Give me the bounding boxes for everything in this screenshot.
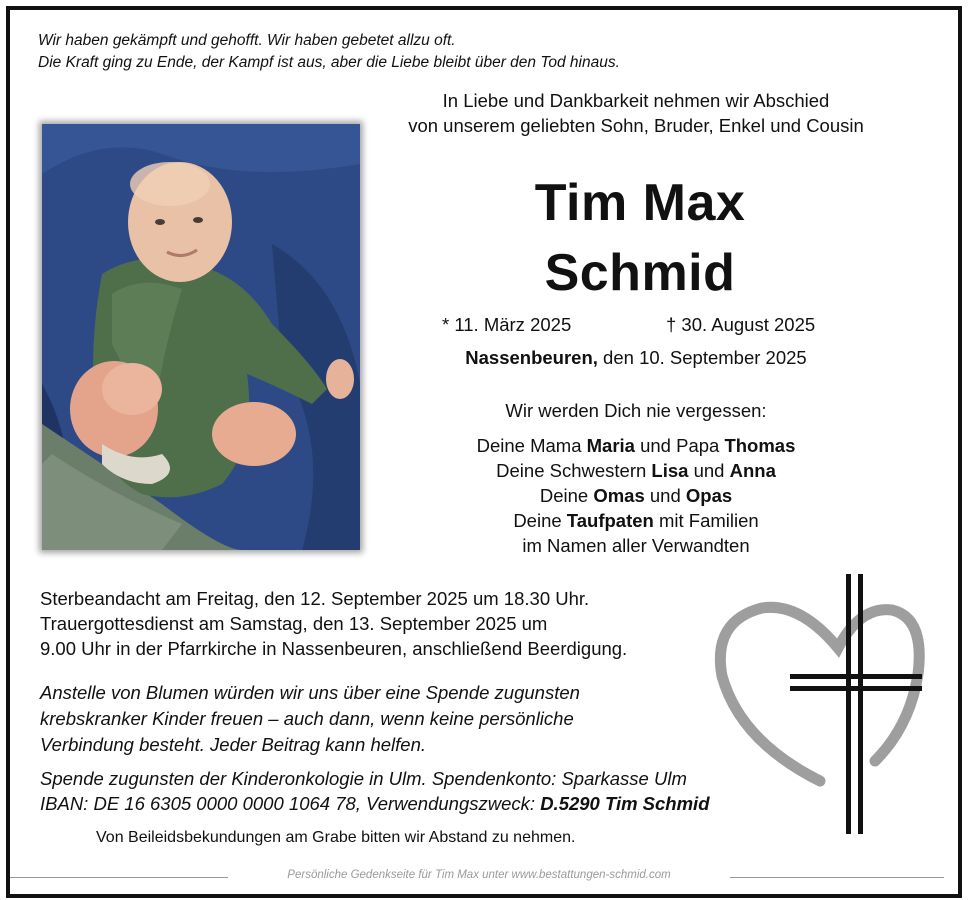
mourners-text: und Papa [634, 435, 725, 456]
sister-name-2: Anna [729, 460, 776, 481]
donation-note-line-1: Anstelle von Blumen würden wir uns über eine Spende zugunsten [40, 682, 580, 703]
place-name: Nassenbeuren, [465, 347, 598, 368]
mourners-relatives: im Namen aller Verwandten [522, 535, 750, 556]
mourners-sisters [380, 458, 892, 483]
baby-photo [42, 124, 360, 550]
omas-label: Omas [593, 485, 645, 506]
funeral-service-info [40, 586, 720, 661]
mourners-parents [380, 433, 892, 458]
donation-account-line-1: Spende zugunsten der Kinderonkologie in Ulm. Spendenkonto: Sparkasse Ulm [40, 768, 687, 789]
mourners [380, 398, 892, 558]
poem-line-1: Wir haben gekämpft und gehofft. Wir haben gebetet allzu oft. [38, 32, 456, 49]
footer-rule-right [730, 877, 944, 878]
farewell-intro [380, 88, 892, 138]
first-names: Tim Max [534, 174, 746, 232]
heart-cross-icon [700, 566, 930, 842]
footer-rule-left [10, 877, 228, 878]
memorial-page-link[interactable]: Persönliche Gedenkseite für Tim Max unter www.bestattungen-schmid.com [287, 869, 671, 881]
taufpaten-label: Taufpaten [566, 510, 654, 531]
sister-name-1: Lisa [651, 460, 689, 481]
footer [6, 869, 950, 885]
donation-reference: D.5290 Tim Schmid [540, 793, 710, 814]
mourners-text: und [644, 485, 686, 506]
mother-name: Maria [586, 435, 635, 456]
donation-account [40, 766, 760, 816]
donation-note [40, 680, 720, 758]
donation-note-line-3: Verbindung besteht. Jeder Beitrag kann helfen. [40, 734, 427, 755]
service-line-2: Trauergottesdienst am Samstag, den 13. September 2025 um [40, 613, 548, 634]
father-name: Thomas [724, 435, 796, 456]
mourners-text: Deine Mama [476, 435, 587, 456]
opas-label: Opas [685, 485, 733, 506]
mourners-text: mit Familien [653, 510, 759, 531]
condolence-note: Von Beileidsbekundungen am Grabe bitten wir Abstand zu nehmen. [96, 829, 576, 846]
donation-account-line-2 [40, 791, 760, 816]
mourners-headline: Wir werden Dich nie vergessen: [505, 400, 767, 421]
birth-date: * 11. März 2025 [442, 314, 572, 335]
donation-note-line-2: krebskranker Kinder freuen – auch dann, wenn keine persönliche [40, 708, 574, 729]
mourners-text: Deine Schwestern [496, 460, 652, 481]
last-name: Schmid [544, 244, 736, 302]
deceased-name [480, 168, 800, 308]
mourners-text: Deine [513, 510, 567, 531]
baby-photo-illustration [42, 124, 360, 550]
poem-line-2: Die Kraft ging zu Ende, der Kampf ist aus, aber die Liebe bleibt über den Tod hinaus. [38, 54, 620, 71]
notice-date: den 10. September 2025 [597, 347, 807, 368]
mourners-grandparents [380, 483, 892, 508]
place-and-date [380, 347, 892, 369]
service-line-1: Sterbeandacht am Freitag, den 12. September 2025 um 18.30 Uhr. [40, 588, 590, 609]
iban-text: IBAN: DE 16 6305 0000 0000 1064 78, Verwendungszweck: [40, 793, 541, 814]
service-line-3: 9.00 Uhr in der Pfarrkirche in Nassenbeuren, anschließend Beerdigung. [40, 638, 628, 659]
poem [38, 30, 738, 74]
intro-line-2: von unserem geliebten Sohn, Bruder, Enkel und Cousin [408, 115, 864, 136]
death-date: † 30. August 2025 [666, 314, 816, 335]
heart-cross-emblem [700, 566, 930, 847]
mourners-text: Deine [539, 485, 594, 506]
intro-line-1: In Liebe und Dankbarkeit nehmen wir Abschied [442, 90, 830, 111]
mourners-godparents [380, 508, 892, 533]
mourners-text: und [688, 460, 730, 481]
